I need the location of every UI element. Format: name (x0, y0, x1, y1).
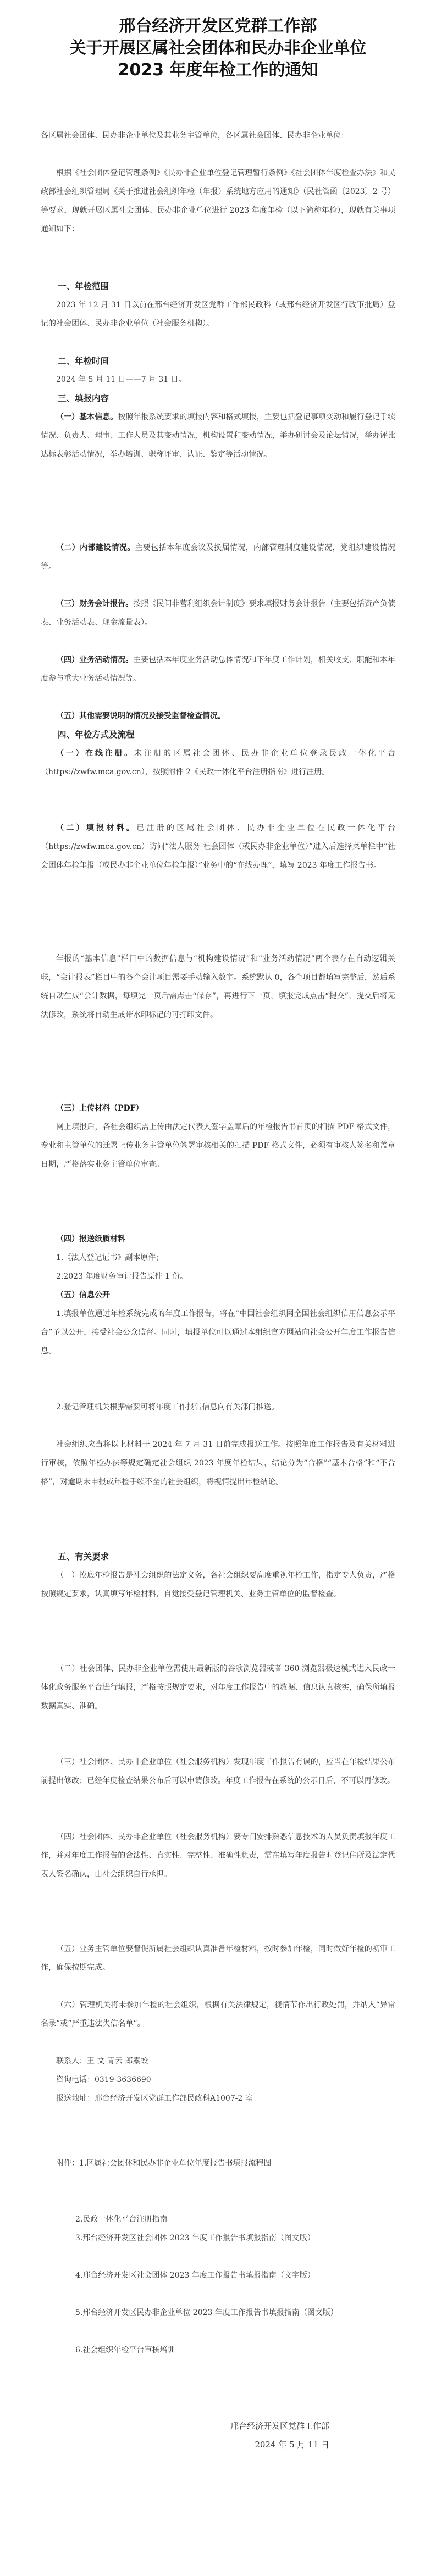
signature-date: 2024 年 5 月 11 日 (255, 2440, 329, 2450)
attachment-4: 4.邢台经济开发区社会团体 2023 年度工作报告书填报指南（文字版） (75, 2271, 315, 2280)
signature-org: 邢台经济开发区党群工作部 (230, 2421, 329, 2431)
document-header (0, 0, 436, 81)
title-line-2: 关于开展区属社会团体和民办非企业单位 (69, 38, 367, 58)
fill-materials-text: 已注册的区属社会团体、民办非企业单位在民政一体化平台（https://zwfw.mca.gov.cn）访问“法人服务-社会团体（或民办非企业单位）”进入后选择菜单栏中“社会团体年检年报（或民办非企业单位年检年报）”业务中的“在线办理”，填写 2023 年度工作报告书。 (41, 824, 396, 870)
requirement-3: （三）社会团体、民办非企业单位（社会服务机构）发现年度工作报告有误的，应当在年检结果公布前提出修改；已经年度检查结果公布后可以申请修改。年度工作报告在系统的公示日后，不可以再修改。 (41, 1758, 395, 1785)
section-4-item-3-text: 网上填报后，各社会组织需上传由法定代表人签字盖章后的年检报告书首页的扫描 PDF 格式文件，专业和主管单位的迁署上传业务主管单位签署审核相关的扫描 PDF 格式文件，必须有审核人签名和盖章日期，严格落实业务主管单位审查。 (41, 1123, 395, 1169)
salutation: 各区属社会团体、民办非企业单位及其业务主管单位，各区属社会团体、民办非企业单位： (41, 131, 349, 140)
online-register-label: （一）在线注册。 (56, 749, 134, 758)
section-4-heading: 四、年检方式及流程 (58, 729, 135, 740)
attachment-2: 2.民政一体化平台注册指南 (75, 2215, 168, 2224)
requirement-2: （二）社会团体、民办非企业单位需使用最新版的谷歌浏览器或者 360 浏览器极速模式进入民政一体化政务服务平台进行填报，严格按照规定要求，对年度工作报告中的数据、信息认真核实，确保所填报数据真实、准确。 (41, 1664, 395, 1711)
section-4-item-2-detail: 年报的“基本信息”栏目中的数据信息与“机构建设情况”和“业务活动情况”两个表存在自动逻辑关联，“会计报表”栏目中的各个会计项目需要手动输入数字。系统默认 0，各个项目都填写完整后，然后系统自动生成“会计数据，每填完一页后需点击“保存”，再进行下一页，填报完成点击“提交”，提交后将无法修改，系统将自动生成带水印标记的可打印文件。 (41, 954, 395, 1019)
section-3-item-3 (41, 595, 395, 632)
section-3-item-4 (41, 651, 395, 688)
section-4-item-2 (41, 819, 395, 875)
section-3-item-2 (41, 538, 395, 576)
item-1-text: 按照年报系统要求的填报内容和格式填报，主要包括登记事项变动和履行登记手续情况、负责人、理事、工作人员及其变动情况，机构设置和变动情况，举办研讨会及论坛情况，举办评比达标表彰活动情况，举办培训、职称评审、认证、鉴定等活动情况。 (41, 413, 395, 459)
section-4-item-5-heading: （五）信息公开 (56, 1291, 110, 1300)
contact-phone: 咨询电话：0319-3636690 (56, 2075, 151, 2084)
section-3-item-5: （五）其他需要说明的情况及接受监督检查情况。 (56, 712, 225, 720)
item-1-label: （一）基本信息。 (56, 413, 118, 421)
item-2-label: （二）内部建设情况。 (56, 543, 135, 552)
disclosure-paragraph-2: 2.登记管理机关根据需要可将年度工作报告信息向有关部门推送。 (56, 1403, 279, 1412)
section-1-heading: 一、年检范围 (58, 281, 109, 291)
item-4-label: （四）业务活动情况。 (56, 656, 134, 664)
paper-material-2: 2.2023 年度财务审计报告原件 1 份。 (56, 1272, 188, 1281)
submission-address: 报送地址：邢台经济开发区党群工作部民政科A1007-2 室 (56, 2094, 253, 2103)
intro-paragraph: 根据《社会团体登记管理条例》《民办非企业单位登记管理暂行条例》《社会团体年度检查办法》和民政部社会组织管理局《关于推进社会组织年检（年报）系统地方应用的通知》（民社管函〔2023〕2 号）等要求，现就开展区属社会团体、民办非企业单位进行 2023 年度年检（以下简称年检），现就有关事项通知如下： (41, 169, 395, 234)
attachment-1: 附件：1.区属社会团体和民办非企业单位年度报告书填报流程图 (56, 2159, 272, 2168)
item-4-text: 主要包括本年度业务活动总体情况和下年度工作计划，相关收支、职能和本年度参与重大业务活动情况等。 (41, 656, 395, 683)
section-5-heading: 五、有关要求 (58, 1551, 109, 1562)
requirement-5: （五）业务主管单位要督促所属社会组织认真准备年检材料，按时参加年检，同时做好年检的初审工作，确保按期完成。 (41, 1945, 395, 1972)
requirement-4: （四）社会团体、民办非企业单位（社会服务机构）要专门安排熟悉信息技术的人员负责填报年度工作，并对年度工作报告的合法性、真实性、完整性、准确性负责，需在填写年度报告时登记住所及法定代表人签名确认，由社会组织自行承担。 (41, 1833, 395, 1879)
requirement-6: （六）管理机关将未参加年检的社会组织，根据有关法律规定，视情节作出行政处罚，并纳入“异常名录”或“严重违法失信名单”。 (41, 2001, 395, 2028)
section-2-text: 2024 年 5 月 11 日——7 月 31 日。 (56, 375, 186, 384)
paper-material-1: 1.《法人登记证书》副本原件； (56, 1253, 164, 1262)
attachment-3: 3.邢台经济开发区社会团体 2023 年度工作报告书填报指南（图文版） (75, 2234, 315, 2242)
contact-person: 联系人：王 文 青云 郎素蛟 (56, 2057, 148, 2066)
document-body (41, 126, 395, 2576)
title-line-1: 邢台经济开发区党群工作部 (119, 16, 317, 36)
title-line-3: 2023 年度年检工作的通知 (118, 60, 318, 80)
attachment-5: 5.邢台经济开发区民办非企业单位 2023 年度工作报告书填报指南（图文版） (75, 2308, 338, 2317)
disclosure-paragraph-1: 1.填报单位通过年检系统完成的年度工作报告，将在“中国社会组织网全国社会组织信用信息公示平台”予以公开，接受社会公众监督。同时，填报单位可以通过本组织官方网站向社会公开年度工作报告信息。 (41, 1309, 395, 1356)
item-2-text: 主要包括本年度会议及换届情况，内部管理制度建设情况，党组织建设情况等。 (41, 543, 396, 571)
item-3-label: （三）财务会计报告。 (56, 599, 134, 608)
section-4-item-3-heading: （三）上传材料（PDF） (56, 1104, 144, 1113)
section-3-item-1 (41, 408, 395, 464)
item-3-text: 按照《民间非营利组织会计制度》要求填报财务会计报告（主要包括资产负债表、业务活动表、现金流量表）。 (41, 599, 395, 627)
online-register-text: 未注册的区属社会团体、民办非企业单位登录民政一体化平台（https://zwfw.mca.gov.cn），按照附件 2《民政一体化平台注册指南》进行注册。 (41, 749, 396, 776)
requirement-1: （一）摸底年检报告是社会组织的法定义务，各社会组织要高度重视年检工作，指定专人负责，严格按照规定要求，认真填写年检材料，自觉接受登记管理机关、业务主管单位的监督检查。 (41, 1571, 395, 1598)
disclosure-paragraph-3: 社会组织应当将以上材料于 2024 年 7 月 31 日前完成报送工作。按照年度工作报告及有关材料进行审核，依照年检办法等规定确定社会组织 2023 年度年检结果，结论分为“合格”“基本合格”和“不合格”，对逾期未申报或年检手续不全的社会组织，将视情提出年检结论。 (41, 1440, 395, 1486)
section-1-text: 2023 年 12 月 31 日以前在邢台经济开发区党群工作部民政科（或邢台经济开发区行政审批局）登记的社会团体、民办非企业单位（社会服务机构）。 (41, 301, 395, 328)
fill-materials-label: （二）填报材料。 (56, 824, 137, 832)
section-4-item-4-heading: （四）报送纸质材料 (56, 1235, 125, 1243)
section-2-heading: 二、年检时间 (58, 356, 109, 366)
section-3-heading: 三、填报内容 (58, 393, 109, 403)
attachment-6: 6.社会组织年检平台审核培训 (75, 2346, 175, 2355)
section-4-item-1 (41, 744, 395, 781)
